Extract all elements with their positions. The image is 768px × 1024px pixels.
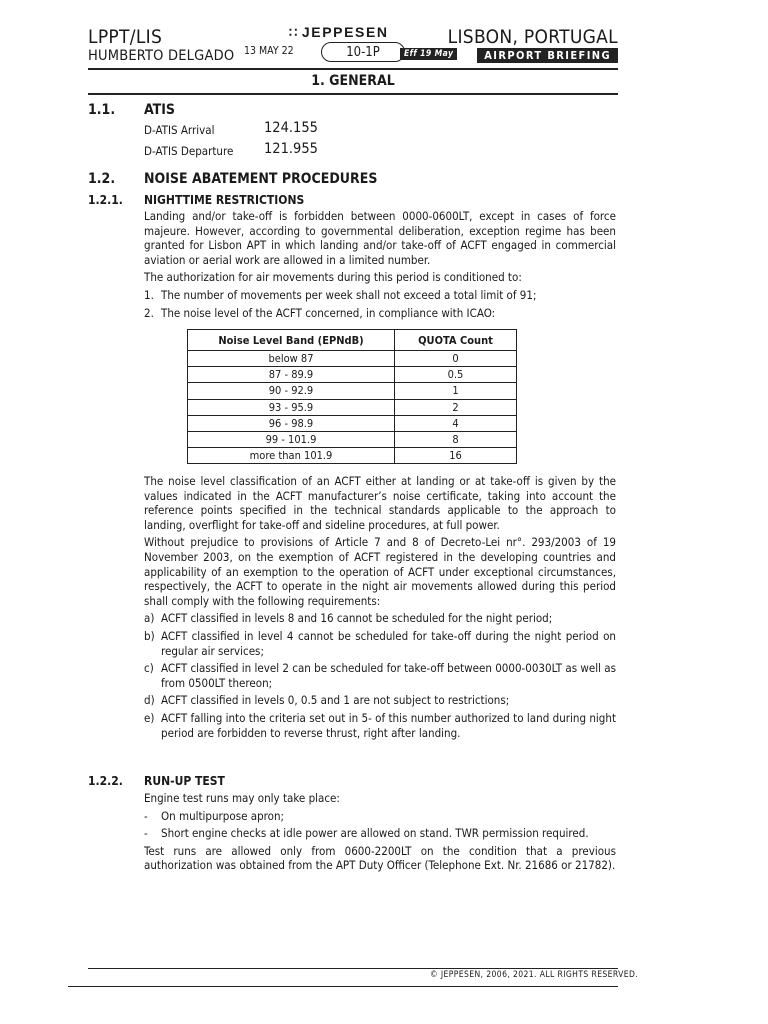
quota-cell: 16 [395,448,517,464]
title-rule [88,93,618,95]
section-title: 1. GENERAL [311,73,395,89]
quota-cell: 1 [395,383,517,399]
runup-bullet [144,809,616,824]
night-heading: NIGHTTIME RESTRICTIONS [144,193,305,207]
table-row [188,383,517,399]
bullet-text: On multipurpose apron; [161,808,285,823]
table-header-quota: QUOTA Count [395,330,517,351]
noise-band-cell: more than 101.9 [188,448,395,464]
header-rule [88,68,618,70]
condition-text: The noise level of the ACFT concerned, in compliance with ICAO: [161,305,496,320]
brand-name: JEPPESEN [301,24,389,40]
requirement-item [144,611,616,626]
requirement-label: e) [144,710,155,725]
noise-band-cell: below 87 [188,351,395,367]
bottom-rule [68,986,618,987]
requirement-label: d) [144,693,155,708]
table-row [188,448,517,464]
airport-icao: LPPT/LIS [88,26,163,48]
noise-band-cell: 99 - 101.9 [188,431,395,447]
night-paragraph-1: Landing and/or take-off is forbidden between 0000-0600LT, except in cases of force majeure. However, according to governmental deliberation, exception regime has been granted for Lisbon APT in which landing and/or take-off of ACFT engaged in commercial aviation or aerial work are allowed in a limited number. [144,209,616,267]
runup-section-number: 1.2.2. [88,774,123,788]
atis-heading: ATIS [144,102,176,118]
night-section-number: 1.2.1. [88,193,123,207]
chart-number: 10-1P [321,42,405,62]
bullet-label: - [144,808,148,823]
condition-label: 2. [144,305,154,320]
footer-rule [88,968,618,969]
requirement-item [144,711,616,740]
jeppesen-logo [289,24,389,41]
condition-label: 1. [144,287,154,302]
chart-date: 13 MAY 22 [244,45,294,57]
runup-bullet [144,826,616,841]
atis-departure-frequency: 121.955 [264,141,318,157]
runup-paragraph-1: Engine test runs may only take place: [144,791,340,805]
noise-quota-table [187,329,517,464]
quota-cell: 0.5 [395,367,517,383]
jeppesen-mark-icon: ∷ [289,25,299,40]
requirement-text: ACFT classified in level 2 can be scheduled for take-off between 0000-0030LT as well as from 0500LT thereon; [161,661,616,690]
bullet-text: Short engine checks at idle power are allowed on stand. TWR permission required. [161,826,589,841]
chart-header [88,24,618,68]
atis-departure-label: D-ATIS Departure [144,144,234,158]
quota-cell: 2 [395,399,517,415]
table-row [188,415,517,431]
table-row [188,367,517,383]
chart-location: LISBON, PORTUGAL [447,26,618,48]
night-paragraph-3: The noise level classification of an ACFT either at landing or at take-off is given by the values indicated in the ACFT manufacturer’s noise certificate, taking into account the reference points specified in the technical standards applicable to the approach to landing, overflight for take-off and sideline procedures, at full power. [144,474,616,532]
table-header-row [188,330,517,351]
night-intro [144,209,616,323]
table-header-noise-band: Noise Level Band (EPNdB) [188,330,395,351]
airport-briefing-badge: AIRPORT BRIEFING [477,48,618,63]
quota-cell: 4 [395,415,517,431]
noise-band-cell: 90 - 92.9 [188,383,395,399]
requirement-text: ACFT classified in level 4 cannot be scheduled for take-off during the night period on regular air services; [161,628,616,658]
atis-arrival-frequency: 124.155 [264,120,318,136]
runup-body [144,791,616,876]
requirement-item [144,693,616,708]
runup-heading: RUN-UP TEST [144,774,225,788]
quota-cell: 8 [395,431,517,447]
requirement-item [144,629,616,658]
noise-section-number: 1.2. [88,171,116,187]
bullet-label: - [144,826,148,841]
table-row [188,431,517,447]
noise-band-cell: 87 - 89.9 [188,367,395,383]
condition-item [144,306,616,321]
requirement-text: ACFT classified in levels 0, 0.5 and 1 are not subject to restrictions; [161,693,510,708]
night-paragraph-4: Without prejudice to provisions of Article 7 and 8 of Decreto-Lei nr°. 293/2003 of 19 November 2003, on the exemption of ACFT registered in the developing countries and applicability of an exemption to the operation of ACFT under exceptional circumstances, respectively, the ACFT to operate in the night air movements allowed during this period shall comply with the following requirements: [144,535,616,608]
requirement-item [144,661,616,690]
condition-item [144,288,616,303]
airport-name: HUMBERTO DELGADO [88,48,235,64]
noise-band-cell: 93 - 95.9 [188,399,395,415]
requirement-label: c) [144,661,154,676]
night-paragraph-2: The authorization for air movements during this period is conditioned to: [144,270,522,285]
atis-arrival-label: D-ATIS Arrival [144,123,215,137]
table-row [188,351,517,367]
table-row [188,399,517,415]
atis-section-number: 1.1. [88,102,116,118]
condition-text: The number of movements per week shall not exceed a total limit of 91; [161,287,537,302]
night-details [144,474,616,743]
requirement-text: ACFT classified in levels 8 and 16 cannot be scheduled for the night period; [161,611,553,626]
noise-band-cell: 96 - 98.9 [188,415,395,431]
requirement-text: ACFT falling into the criteria set out in 5- of this number authorized to land during night period are forbidden to reverse thrust, right after landing. [161,710,616,740]
copyright: © JEPPESEN, 2006, 2021. ALL RIGHTS RESERVED. [430,970,639,980]
noise-heading: NOISE ABATEMENT PROCEDURES [144,171,378,187]
quota-cell: 0 [395,351,517,367]
effective-date-badge: Eff 19 May [400,48,457,60]
requirement-label: b) [144,628,155,643]
runup-paragraph-2: Test runs are allowed only from 0600-2200LT on the condition that a previous authorization was obtained from the APT Duty Officer (Telephone Ext. Nr. 21686 or 21782). [144,843,616,873]
requirement-label: a) [144,611,155,626]
